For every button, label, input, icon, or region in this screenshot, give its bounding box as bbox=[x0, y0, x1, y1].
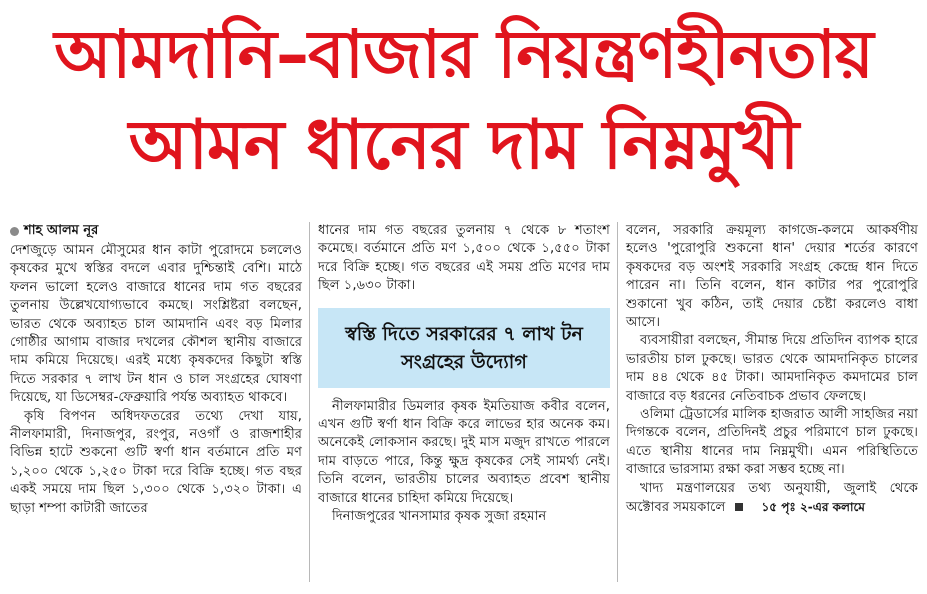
continued-label: ১৫ পৃঃ ২-এর কলামে bbox=[761, 500, 865, 515]
headline-line-1: আমদানি–বাজার নিয়ন্ত্রণহীনতায় bbox=[54, 16, 873, 93]
paragraph: দেশজুড়ে আমন মৌসুমের ধান কাটা পুরোদমে চললেও কৃষকের মুখে স্বস্তির বদলে এবার দুশ্চিন্তাই বেশি। মাঠে ফলন ভালো হলেও বাজারে ধানের দাম গত বছরের তুলনায় উল্লেখযোগ্যভাবে কমছে। সংশ্লিষ্টরা বলছেন, ভারত থেকে অব্যাহত চাল আমদানি এবং বড় মিলার গোষ্ঠীর আগাম বাজার দখলের কৌশল স্থানীয় বাজারে দাম কমিয়ে দিয়েছে। এরই মধ্যে কৃষকদের কিছুটা স্বস্তি দিতে সরকার ৭ লাখ টন ধান ও চাল সংগ্রহের ঘোষণা দিয়েছে, যা ডিসেম্বর-ফেব্রুয়ারি পর্যন্ত অব্যাহত থাকবে। bbox=[10, 243, 302, 406]
square-bullet-icon bbox=[735, 503, 743, 511]
column-divider bbox=[309, 222, 310, 582]
article-column-3 bbox=[626, 222, 918, 518]
bullet-icon bbox=[10, 227, 19, 236]
author-name: শাহ আলম নূর bbox=[24, 222, 99, 238]
paragraph-text: খাদ্য মন্ত্রণালয়ের তথ্য অনুযায়ী, জুলাই থেকে অক্টোবর সময়কালে bbox=[626, 480, 918, 516]
paragraph: কৃষি বিপণন অধিদফতরের তথ্যে দেখা যায়, নীলফামারী, দিনাজপুর, রংপুর, নওগাঁ ও রাজশাহীর বিভিন্ন হাটে শুকনো গুটি স্বর্ণা ধান বর্তমানে প্রতি মণ ১,২০০ থেকে ১,২৫০ টাকা দরে বিক্রি হচ্ছে। গত বছর একই সময়ে দাম ছিল ১,৩০০ থেকে ১,৩২০ টাকা। এ ছাড়া শম্পা কাটারী জাতের bbox=[10, 408, 302, 516]
article-column-2 bbox=[318, 222, 610, 526]
paragraph: বলেন, সরকারি ক্রয়মূল্য কাগজে-কলমে আকর্ষণীয় হলেও 'পুরোপুরি শুকনো ধান' দেয়ার শর্তের কারণে কৃষকদের বড় অংশই সরকারি সংগ্রহ কেন্দ্রে ধান দিতে পারেন না। তিনি বলেন, ধান কাটার পর পুরোপুরি শুকানো খুব কঠিন, তাই দেয়ার চেষ্টা করলেও বাধা আসে। bbox=[626, 223, 918, 331]
paragraph: ওলিমা ট্রেডার্সের মালিক হাজরাত আলী সাহজির নয়া দিগন্তকে বলেন, প্রতিদিনই প্রচুর পরিমাণে চাল ঢুকছে। এতে স্থানীয় ধানের দাম নিম্নমুখী। এমন পরিস্থিতিতে বাজারে ভারসাম্য রক্ষা করা সম্ভব হচ্ছে না। bbox=[626, 407, 918, 478]
subheading-box: স্বস্তি দিতে সরকারের ৭ লাখ টন সংগ্রহের উদ্যোগ bbox=[318, 308, 610, 388]
paragraph bbox=[626, 480, 918, 518]
paragraph: নীলফামারীর ডিমলার কৃষক ইমতিয়াজ কবীর বলেন, এখন গুটি স্বর্ণা ধান বিক্রি করে লাভের হার অনেক কম। অনেকেই লোকসান করছে। দুই মাস মজুদ রাখতে পারলে দাম বাড়তে পারে, কিন্তু ক্ষুদ্র কৃষকের সেই সামর্থ্য নেই। তিনি বলেন, ভারতীয় চালের অব্যাহত প্রবেশ স্থানীয় বাজারে ধানের চাহিদা কমিয়ে দিয়েছে। bbox=[318, 398, 610, 506]
continued-marker bbox=[729, 498, 864, 516]
byline bbox=[10, 222, 302, 240]
article-column-1 bbox=[10, 222, 302, 518]
paragraph: ধানের দাম গত বছরের তুলনায় ৭ থেকে ৮ শতাংশ কমেছে। বর্তমানে প্রতি মণ ১,৫০০ থেকে ১,৫৫০ টাকা দরে বিক্রি হচ্ছে। গত বছরের এই সময় প্রতি মণের দাম ছিল ১,৬৩০ টাকা। bbox=[318, 223, 610, 294]
headline-line-2: আমন ধানের দাম নিম্নমুখী bbox=[128, 106, 799, 185]
column-divider bbox=[617, 222, 618, 582]
paragraph: দিনাজপুরের খানসামার কৃষক সুজা রহমান bbox=[332, 509, 547, 525]
paragraph: ব্যবসায়ীরা বলছেন, সীমান্ত দিয়ে প্রতিদিন ব্যাপক হারে ভারতীয় চাল ঢুকছে। ভারত থেকে আমদানিকৃত চালের দাম ৪৪ থেকে ৪৫ টাকা। আমদানিকৃত কমদামের চাল বাজারে বড় ধরনের নেতিবাচক প্রভাব ফেলছে। bbox=[626, 333, 918, 404]
